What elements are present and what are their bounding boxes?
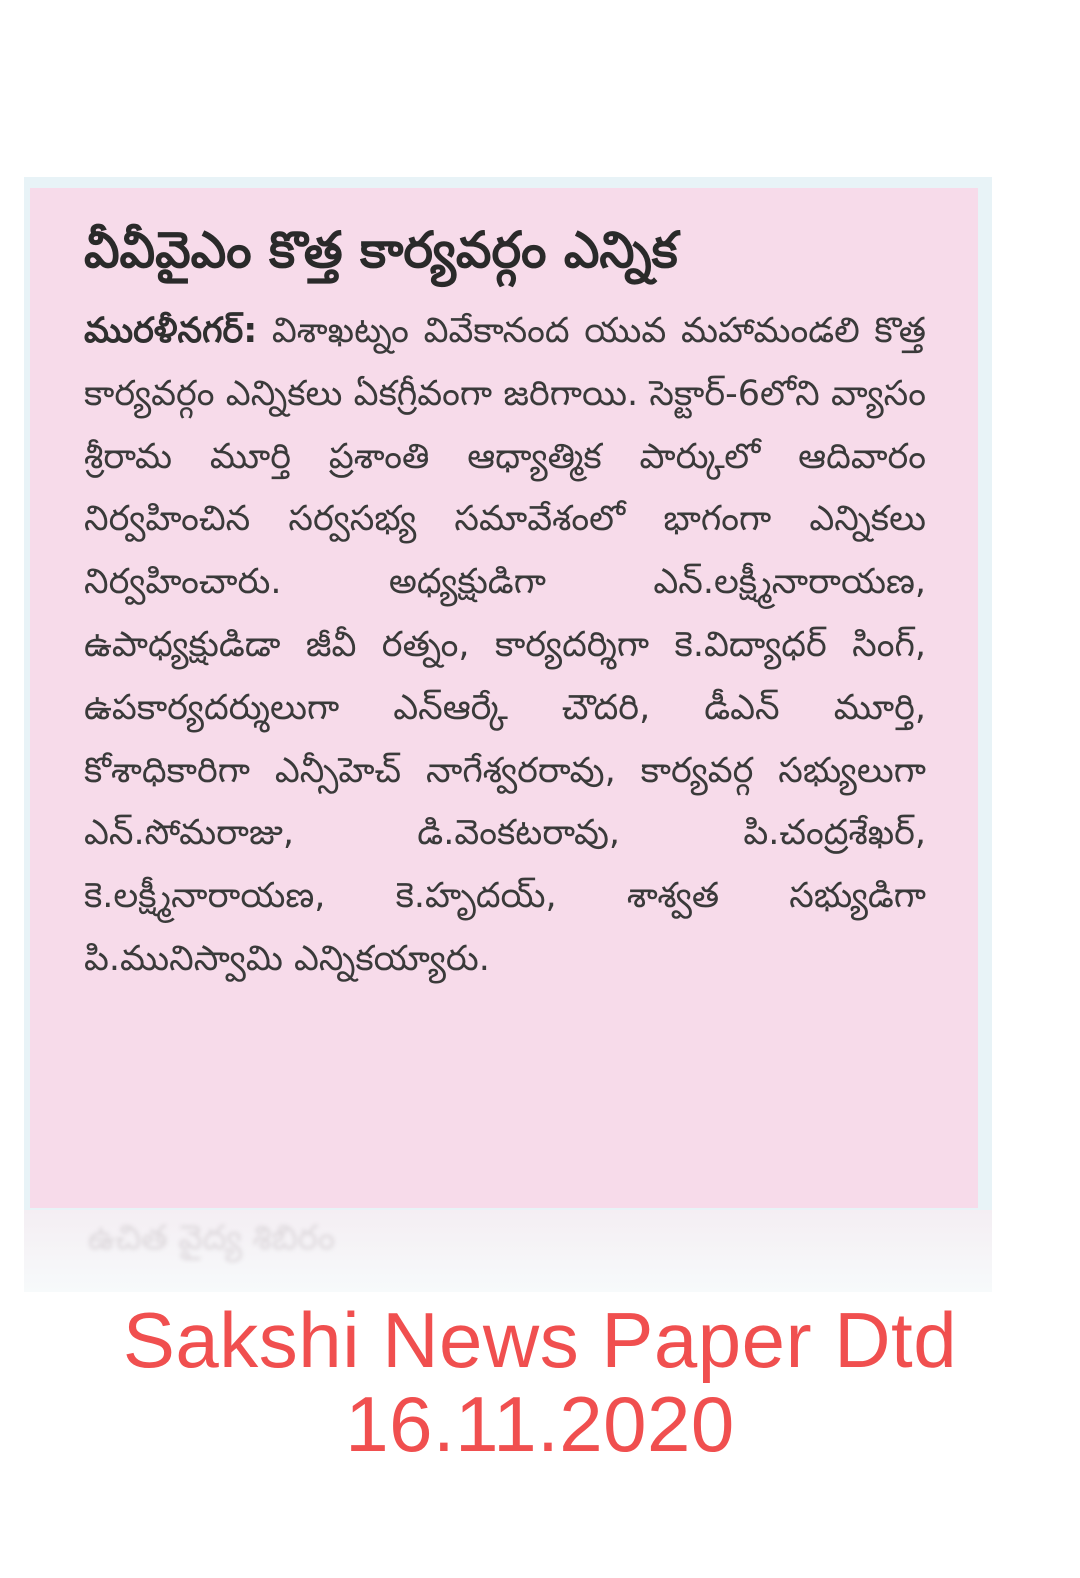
article-text: విశాఖట్నం వివేకానంద యువ మహామండలి కొత్త కార్యవర్గం ఎన్నికలు ఏకగ్రీవంగా జరిగాయి. సెక్టార్-6లోని వ్యాసం శ్రీరామ మూర్తి ప్రశాంతి ఆధ్యాత్మిక పార్కులో ఆదివారం నిర్వహించిన సర్వసభ్య సమావేశంలో భాగంగా ఎన్నికలు నిర్వహించారు. అధ్యక్షుడిగా ఎన్.లక్ష్మీనారాయణ, ఉపాధ్యక్షుడిడా జీవీ రత్నం, కార్యదర్శిగా కె.విద్యాధర్ సింగ్, ఉపకార్యదర్శులుగా ఎన్ఆర్కే చౌదరి, డీఎన్ మూర్తి, కోశాధికారిగా ఎన్సీహెచ్ నాగేశ్వరరావు, కార్యవర్గ సభ్యులుగా ఎన్.సోమరాజు, డి.వెంకటరావు, పి.చంద్రశేఖర్, కె.లక్ష్మీనారాయణ, కె.హృదయ్, శాశ్వత సభ్యుడిగా పి.మునిస్వామి ఎన్నికయ్యారు. (84, 311, 926, 979)
caption-date: 16.11.2020 (345, 1380, 735, 1468)
article-headline: వీవీవైఎం కొత్త కార్యవర్గం ఎన్నిక (84, 221, 678, 279)
article-body (84, 300, 926, 991)
faded-next-article-strip (24, 1210, 992, 1292)
caption-source: Sakshi News Paper Dtd (122, 1296, 958, 1384)
faded-next-heading: ఉచిత వైద్య శిబిరం (88, 1218, 336, 1258)
article-dateline: మురళీనగర్: (84, 311, 258, 351)
source-caption (0, 1298, 1080, 1466)
newspaper-clipping (30, 188, 978, 1208)
